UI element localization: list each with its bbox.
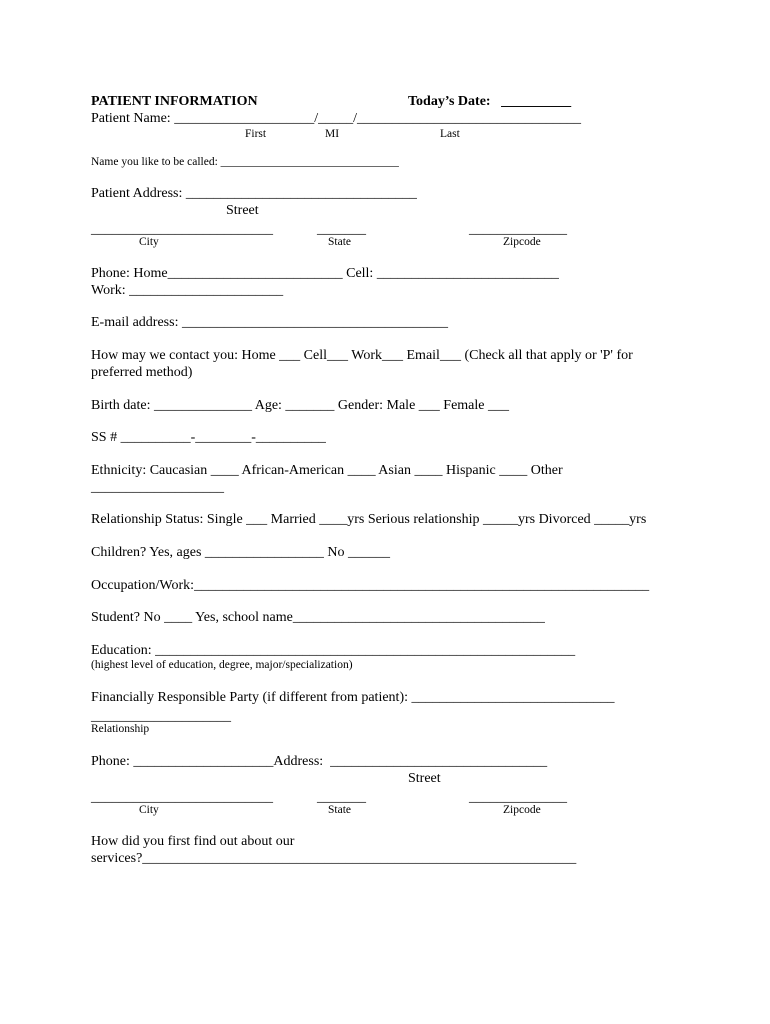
ethnicity-other-field[interactable]: ___________________ <box>91 480 224 495</box>
phone-home-cell-field[interactable]: Phone: Home_________________________ Cell: __________________________ <box>91 266 559 281</box>
party-zipcode-caption: Zipcode <box>503 804 541 816</box>
preferred-name-field[interactable]: Name you like to be called: _______________________________ <box>91 156 399 168</box>
relationship-status-field[interactable]: Relationship Status: Single ___ Married ____yrs Serious relationship _____yrs Divorced _____yrs <box>91 512 647 527</box>
street-caption: Street <box>226 203 259 218</box>
city-caption: City <box>139 236 159 248</box>
contact-preference-field[interactable]: How may we contact you: Home ___ Cell___ Work___ Email___ (Check all that apply or 'P' for <box>91 348 633 363</box>
party-zipcode-field[interactable]: ______________ <box>469 790 567 805</box>
ss-number-field[interactable]: SS # __________-________-__________ <box>91 430 326 445</box>
occupation-field[interactable]: Occupation/Work:_________________________________________________________________ <box>91 578 650 593</box>
party-street-caption: Street <box>408 771 441 786</box>
financial-relationship-field[interactable]: ____________________ <box>91 709 231 724</box>
referral-question: How did you first find out about our <box>91 834 295 849</box>
patient-address-field[interactable]: Patient Address: _________________________________ <box>91 186 417 201</box>
phone-work-field[interactable]: Work: ______________________ <box>91 283 284 298</box>
email-field[interactable]: E-mail address: ______________________________________ <box>91 315 448 330</box>
children-field[interactable]: Children? Yes, ages _________________ No ______ <box>91 545 391 560</box>
city-field[interactable]: __________________________ <box>91 222 273 237</box>
last-name-caption: Last <box>440 128 460 140</box>
party-city-field[interactable]: __________________________ <box>91 790 273 805</box>
todays-date-field[interactable]: Today’s Date: __________ <box>408 94 572 109</box>
relationship-caption: Relationship <box>91 723 150 735</box>
contact-preference-line2: preferred method) <box>91 365 193 380</box>
party-phone-address-field[interactable]: Phone: ____________________Address: _______________________________ <box>91 754 548 769</box>
party-state-field[interactable]: _______ <box>317 790 366 805</box>
zipcode-field[interactable]: ______________ <box>469 222 567 237</box>
ethnicity-field[interactable]: Ethnicity: Caucasian ____ African-American ____ Asian ____ Hispanic ____ Other <box>91 463 563 478</box>
education-field[interactable]: Education: ____________________________________________________________ <box>91 643 576 658</box>
state-field[interactable]: _______ <box>317 222 366 237</box>
financial-party-field[interactable]: Financially Responsible Party (if different from patient): _____________________________ <box>91 690 615 705</box>
referral-field[interactable]: services?______________________________________________________________ <box>91 851 577 866</box>
state-caption: State <box>328 236 351 248</box>
student-field[interactable]: Student? No ____ Yes, school name____________________________________ <box>91 610 545 625</box>
form-title: PATIENT INFORMATION <box>91 94 258 109</box>
first-name-caption: First <box>245 128 267 140</box>
zipcode-caption: Zipcode <box>503 236 541 248</box>
birth-age-gender-field[interactable]: Birth date: ______________ Age: _______ Gender: Male ___ Female ___ <box>91 398 509 413</box>
education-hint: (highest level of education, degree, major/specialization) <box>91 659 353 671</box>
middle-initial-caption: MI <box>325 128 340 140</box>
patient-name-field[interactable]: Patient Name: ____________________/_____/________________________________ <box>91 111 581 126</box>
party-state-caption: State <box>328 804 351 816</box>
party-city-caption: City <box>139 804 159 816</box>
